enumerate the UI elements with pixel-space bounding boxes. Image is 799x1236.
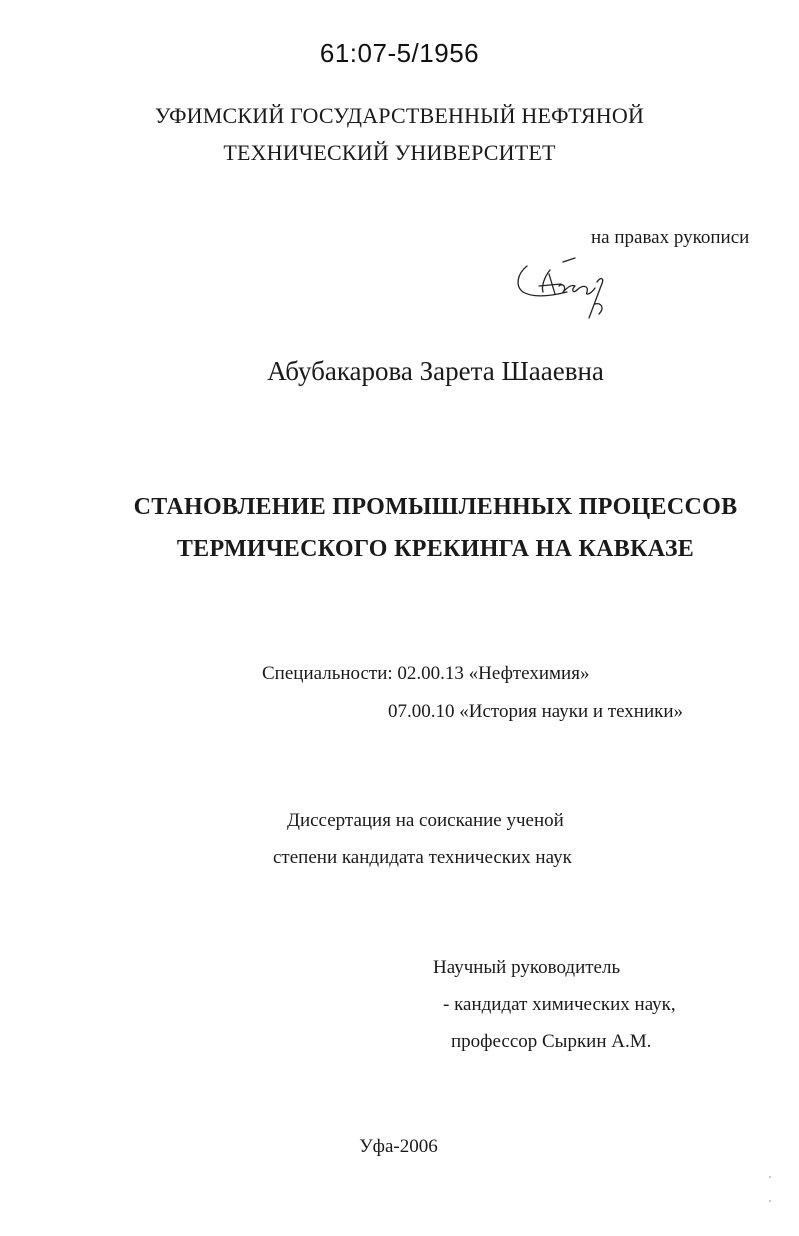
supervisor-degree: - кандидат химических наук, bbox=[443, 994, 676, 1015]
city-year: Уфа-2006 bbox=[359, 1136, 438, 1157]
author-name: Абубакарова Зарета Шааевна bbox=[267, 356, 604, 386]
university-name-line1: УФИМСКИЙ ГОСУДАРСТВЕННЫЙ НЕФТЯНОЙ bbox=[154, 103, 645, 128]
scan-speck bbox=[769, 1176, 771, 1178]
specialty-line2: 07.00.10 «История науки и техники» bbox=[388, 701, 684, 722]
catalog-number: 61:07-5/1956 bbox=[319, 38, 480, 68]
specialty-line1: Специальности: 02.00.13 «Нефтехимия» bbox=[262, 663, 590, 684]
dissertation-purpose-line2: степени кандидата технических наук bbox=[273, 847, 572, 868]
handwritten-signature bbox=[505, 256, 620, 336]
supervisor-label: Научный руководитель bbox=[433, 957, 621, 978]
dissertation-title-line1: СТАНОВЛЕНИЕ ПРОМЫШЛЕННЫХ ПРОЦЕССОВ bbox=[133, 494, 738, 520]
dissertation-title-line2: ТЕРМИЧЕСКОГО КРЕКИНГА НА КАВКАЗЕ bbox=[176, 536, 695, 562]
supervisor-name: профессор Сыркин А.М. bbox=[451, 1031, 652, 1052]
university-name-line2: ТЕХНИЧЕСКИЙ УНИВЕРСИТЕТ bbox=[223, 140, 556, 165]
manuscript-rights-note: на правах рукописи bbox=[591, 227, 750, 248]
scan-speck bbox=[769, 1200, 771, 1202]
dissertation-purpose-line1: Диссертация на соискание ученой bbox=[287, 810, 564, 831]
